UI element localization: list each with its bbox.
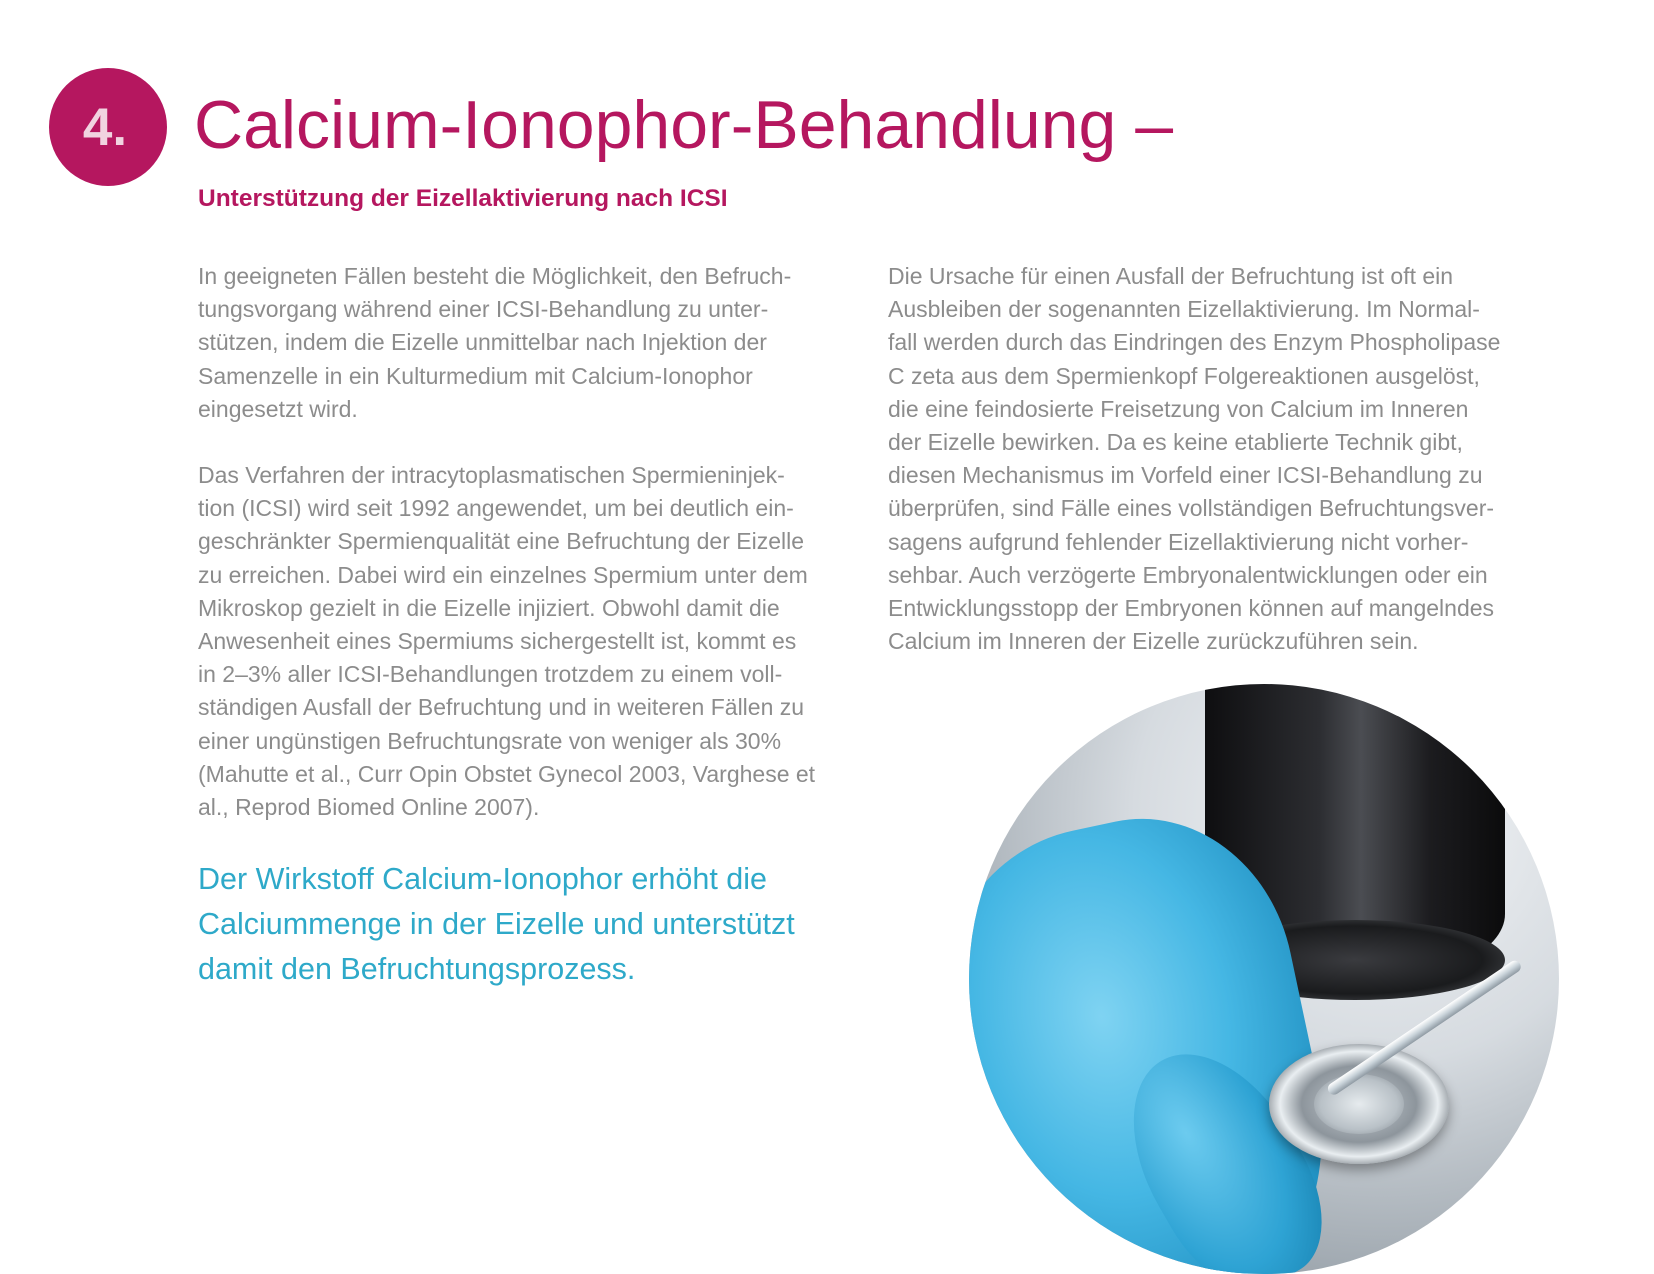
- text-line: sagens aufgrund fehlender Eizellaktivierung nicht vorher-: [888, 528, 1469, 555]
- highlight-line: Calciummenge in der Eizelle und unterstützt: [198, 907, 795, 941]
- text-line: Calcium im Inneren der Eizelle zurückzuführen sein.: [888, 628, 1419, 655]
- text-line: in 2–3% aller ICSI-Behandlungen trotzdem zu einem voll-: [198, 661, 783, 688]
- text-line: fall werden durch das Eindringen des Enzym Phospholipase: [888, 329, 1501, 356]
- text-line: Das Verfahren der intracytoplasmatischen Spermieninjek-: [198, 462, 785, 489]
- cause-paragraph: [888, 260, 1550, 658]
- text-line: ständigen Ausfall der Befruchtung und in weiteren Fällen zu: [198, 694, 805, 721]
- text-line: (Mahutte et al., Curr Opin Obstet Gynecol 2003, Varghese et: [198, 760, 816, 787]
- text-line: In geeigneten Fällen besteht die Möglichkeit, den Befruch-: [198, 263, 792, 289]
- section-number: 4.: [82, 97, 128, 157]
- text-line: al., Reprod Biomed Online 2007).: [198, 794, 540, 821]
- left-column: [198, 260, 853, 824]
- text-line: eingesetzt wird.: [198, 395, 358, 422]
- highlight-quote: [198, 857, 795, 992]
- text-line: einer ungünstigen Befruchtungsrate von weniger als 30%: [198, 727, 782, 754]
- text-line: tungsvorgang während einer ICSI-Behandlung zu unter-: [198, 296, 769, 323]
- right-column: [888, 260, 1550, 658]
- text-line: überprüfen, sind Fälle eines vollständigen Befruchtungsver-: [888, 495, 1495, 522]
- microscope-photo: [969, 684, 1559, 1274]
- text-line: C zeta aus dem Spermienkopf Folgereaktionen ausgelöst,: [888, 362, 1480, 389]
- text-line: Samenzelle in ein Kulturmedium mit Calcium-Ionophor: [198, 362, 753, 389]
- text-line: Entwicklungsstopp der Embryonen können auf mangelndes: [888, 595, 1495, 622]
- text-line: stützen, indem die Eizelle unmittelbar nach Injektion der: [198, 329, 767, 356]
- icsi-paragraph: [198, 459, 853, 824]
- text-line: Die Ursache für einen Ausfall der Befruchtung ist oft ein: [888, 263, 1454, 289]
- intro-paragraph: [198, 260, 853, 426]
- text-line: zu erreichen. Dabei wird ein einzelnes Spermium unter dem: [198, 561, 808, 588]
- text-line: Ausbleiben der sogenannten Eizellaktivierung. Im Normal-: [888, 296, 1480, 323]
- highlight-line: Der Wirkstoff Calcium-Ionophor erhöht die: [198, 862, 768, 896]
- text-line: die eine feindosierte Freisetzung von Calcium im Inneren: [888, 395, 1469, 422]
- section-number-badge: [49, 68, 167, 186]
- highlight-line: damit den Befruchtungsprozess.: [198, 952, 636, 986]
- text-line: geschränkter Spermienqualität eine Befruchtung der Eizelle: [198, 528, 805, 555]
- text-line: tion (ICSI) wird seit 1992 angewendet, um bei deutlich ein-: [198, 495, 794, 522]
- text-line: diesen Mechanismus im Vorfeld einer ICSI-Behandlung zu: [888, 462, 1483, 489]
- text-line: sehbar. Auch verzögerte Embryonalentwicklungen oder ein: [888, 561, 1488, 588]
- page-title: Calcium-Ionophor-Behandlung –: [194, 87, 1174, 163]
- page-subtitle: Unterstützung der Eizellaktivierung nach ICSI: [198, 185, 728, 212]
- petri-dish-well: [1314, 1074, 1404, 1134]
- text-line: Mikroskop gezielt in die Eizelle injiziert. Obwohl damit die: [198, 594, 780, 621]
- text-line: Anwesenheit eines Spermiums sichergestellt ist, kommt es: [198, 628, 797, 655]
- text-line: der Eizelle bewirken. Da es keine etablierte Technik gibt,: [888, 429, 1463, 456]
